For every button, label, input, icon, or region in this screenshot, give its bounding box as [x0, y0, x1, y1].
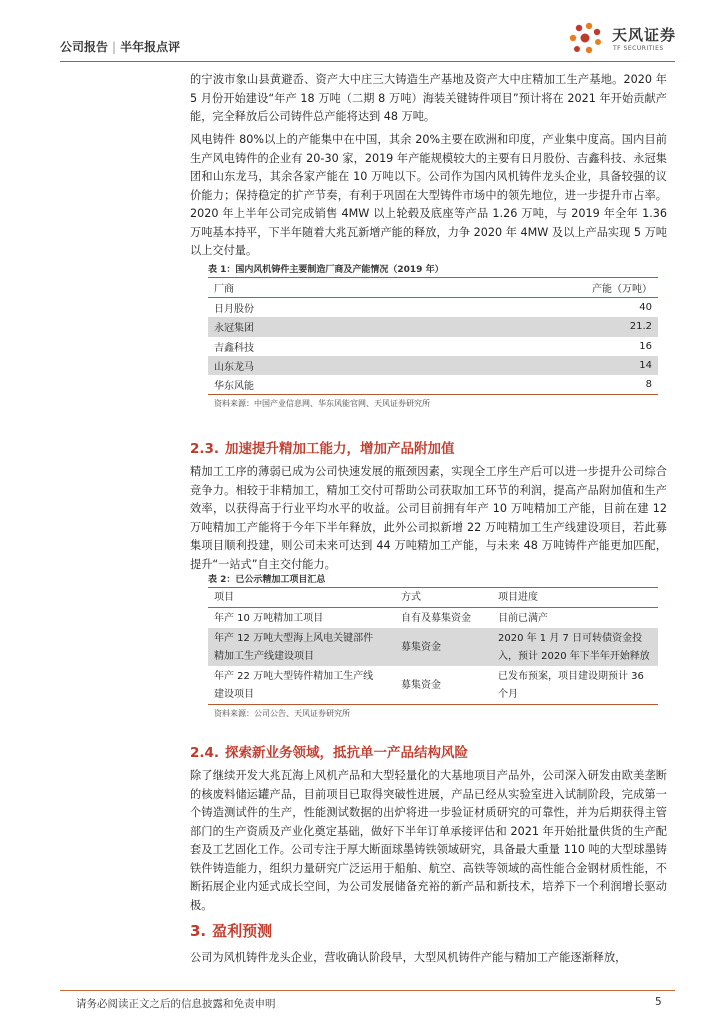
table1 [208, 277, 658, 395]
table2-cell-mode: 募集资金 [401, 680, 441, 691]
table1-cell-capacity: 40 [639, 302, 652, 314]
table2-header-row [208, 587, 658, 608]
table-row [208, 375, 658, 395]
report-header: 公司报告 | 半年报点评 [60, 40, 181, 54]
table2-header-progress: 项目进度 [498, 592, 538, 603]
table-row [208, 608, 658, 628]
table1-cell-capacity: 21.2 [629, 321, 652, 333]
table1-cell-capacity: 14 [639, 359, 652, 371]
table2-header-mode: 方式 [401, 592, 421, 603]
table1-cell-maker: 吉鑫科技 [214, 342, 254, 354]
section-3-number: 3. [190, 922, 207, 940]
table2-cell-progress-line2: 入，预计 2020 年下半年开始释放 [498, 651, 650, 662]
report-type: 公司报告 [60, 40, 109, 54]
table2-cell-progress: 已发布预案，项目建设期预计 36 [498, 671, 644, 682]
logo-name: 天风证券 [612, 26, 677, 44]
section-2-4-number: 2.4. [190, 745, 220, 761]
section-2-4-title: 探索新业务领域，抵抗单一产品结构风险 [225, 745, 469, 761]
section-2-3-number: 2.3. [190, 441, 220, 457]
section-2-3-heading [190, 437, 455, 457]
table1-cell-maker: 华东风能 [214, 381, 254, 393]
table-row [208, 337, 658, 356]
table1-header-maker: 厂商 [214, 284, 234, 296]
footer-disclaimer: 请务必阅读正文之后的信息披露和免责申明 [76, 998, 276, 1010]
table2-cell-project-line2: 建设项目 [214, 689, 254, 700]
section-3-heading [190, 920, 272, 941]
table1-cell-capacity: 8 [645, 379, 652, 391]
paragraph-new-business: 除了继续开发大兆瓦海上风机产品和大型轻量化的大基地项目产品外，公司深入研发由欧美垄断的核废料储运罐产品，目前项目已取得突破性进展，产品已经从实验室进入试制阶段，完成第一个铸造测试件的生产，性能测试数据的出炉将进一步验证材质研究的可靠性，并为后期获得主管部门的生产资质及产业化奠定基础，做好下半年订单承接评估和 2021 年开始批量供货的生产配套及工艺固化工作。公司专注于厚大断面球墨铸铁领域研究，具备最大重量 110 吨的大型球墨铸铁件铸造能力，组织力量研究广泛运用于船舶、航空、高铁等领域的高性能合金钢材质性能，不断拓展企业内延式成长空间，为公司发展储备充裕的新产品和新技术，培养下一个利润增长驱动极。 [190, 769, 667, 912]
table1-header-capacity: 产能（万吨） [592, 284, 652, 296]
report-subtype: 半年报点评 [120, 40, 181, 54]
table-row [208, 666, 658, 705]
section-3-title: 盈利预测 [212, 922, 273, 940]
table2-cell-project: 年产 12 万吨大型海上风电关键部件 [214, 633, 374, 644]
table-row [208, 298, 658, 317]
table2 [208, 587, 658, 705]
table2-cell-mode: 自有及募集资金 [401, 613, 471, 624]
paragraph-industry: 风电铸件 80%以上的产能集中在中国，其余 20%主要在欧洲和印度，产业集中度高。国内目前生产风电铸件的企业有 20-30 家，2019 年产能规模较大的主要有日月股份、吉鑫科技、永冠集团和山东龙马，其余各家产能在 10 万吨以下。公司作为国内风机铸件龙头企业，具备较强的议价能力；保持稳定的扩产节奏，有利于巩固在大型铸件市场中的领先地位，进一步提升市占率。2020 年上半年公司完成销售 4MW 以上轮毂及底座等产品 1.26 万吨，与 2019 年全年 1.36 万吨基本持平，下半年随着大兆瓦新增产能的释放，力争 2020 年 4MW 及以上产品实现 5 万吨以上交付量。 [190, 133, 667, 257]
table-row [208, 317, 658, 336]
paragraph-capacity: 的宁波市象山县黄避岙、资产大中庄三大铸造生产基地及资产大中庄精加工生产基地。2020 年 5 月份开始建设“年产 18 万吨（二期 8 万吨）海装关键铸件项目”预计将在 2021 年开始贡献产能，完全释放后公司铸件总产能将达到 48 万吨。 [190, 73, 667, 123]
table2-cell-progress: 2020 年 1 月 7 日可转债资金投 [498, 633, 643, 644]
table2-cell-project: 年产 10 万吨精加工项目 [214, 613, 324, 624]
paragraph-forecast: 公司为风机铸件龙头企业，营收确认阶段早，大型风机铸件产能与精加工产能逐渐释放， [190, 951, 627, 964]
table2-source: 资料来源：公司公告、天风证券研究所 [214, 709, 350, 718]
table1-caption: 表 1：国内风机铸件主要制造厂商及产能情况（2019 年） [208, 265, 444, 275]
page-number: 5 [655, 996, 662, 1008]
table-row [208, 356, 658, 375]
table-row [208, 628, 658, 666]
header-divider [60, 61, 675, 62]
table2-cell-project: 年产 22 万吨大型铸件精加工生产线 [214, 671, 374, 682]
footer-divider [60, 990, 675, 991]
paragraph-machining: 精加工工序的薄弱已成为公司快速发展的瓶颈因素，实现全工序生产后可以进一步提升公司综合竞争力。相较于非精加工，精加工交付可帮助公司获取加工环节的利润，提高产品附加值和生产效率，以获得高于行业平均水平的收益。公司目前拥有年产 10 万吨精加工产能，目前在建 12 万吨精加工产能将于今年下半年释放，此外公司拟新增 22 万吨精加工生产线建设项目，若此募集项目顺利投建，则公司未来可达到 44 万吨精加工产能，与未来 48 万吨铸件产能更加匹配，提升“一站式”自主交付能力。 [190, 465, 667, 571]
table1-source: 资料来源：中国产业信息网、华东风能官网、天风证券研究所 [214, 399, 430, 408]
section-2-3-title: 加速提升精加工能力，增加产品附加值 [225, 441, 455, 457]
table2-cell-project-line2: 精加工生产线建设项目 [214, 651, 314, 662]
logo-subtitle: TF SECURITIES [613, 45, 664, 52]
table2-cell-progress-line2: 个月 [498, 689, 518, 700]
table1-cell-capacity: 16 [639, 340, 652, 352]
table2-header-project: 项目 [214, 592, 234, 603]
table1-cell-maker: 永冠集团 [214, 323, 254, 335]
table1-header-row [208, 277, 658, 298]
table1-cell-maker: 山东龙马 [214, 361, 254, 373]
table2-cell-progress: 目前已满产 [498, 613, 548, 624]
table2-cell-mode: 募集资金 [401, 642, 441, 653]
section-2-4-heading [190, 741, 468, 761]
table1-cell-maker: 日月股份 [214, 304, 254, 316]
table2-caption: 表 2：已公示精加工项目汇总 [208, 575, 326, 585]
